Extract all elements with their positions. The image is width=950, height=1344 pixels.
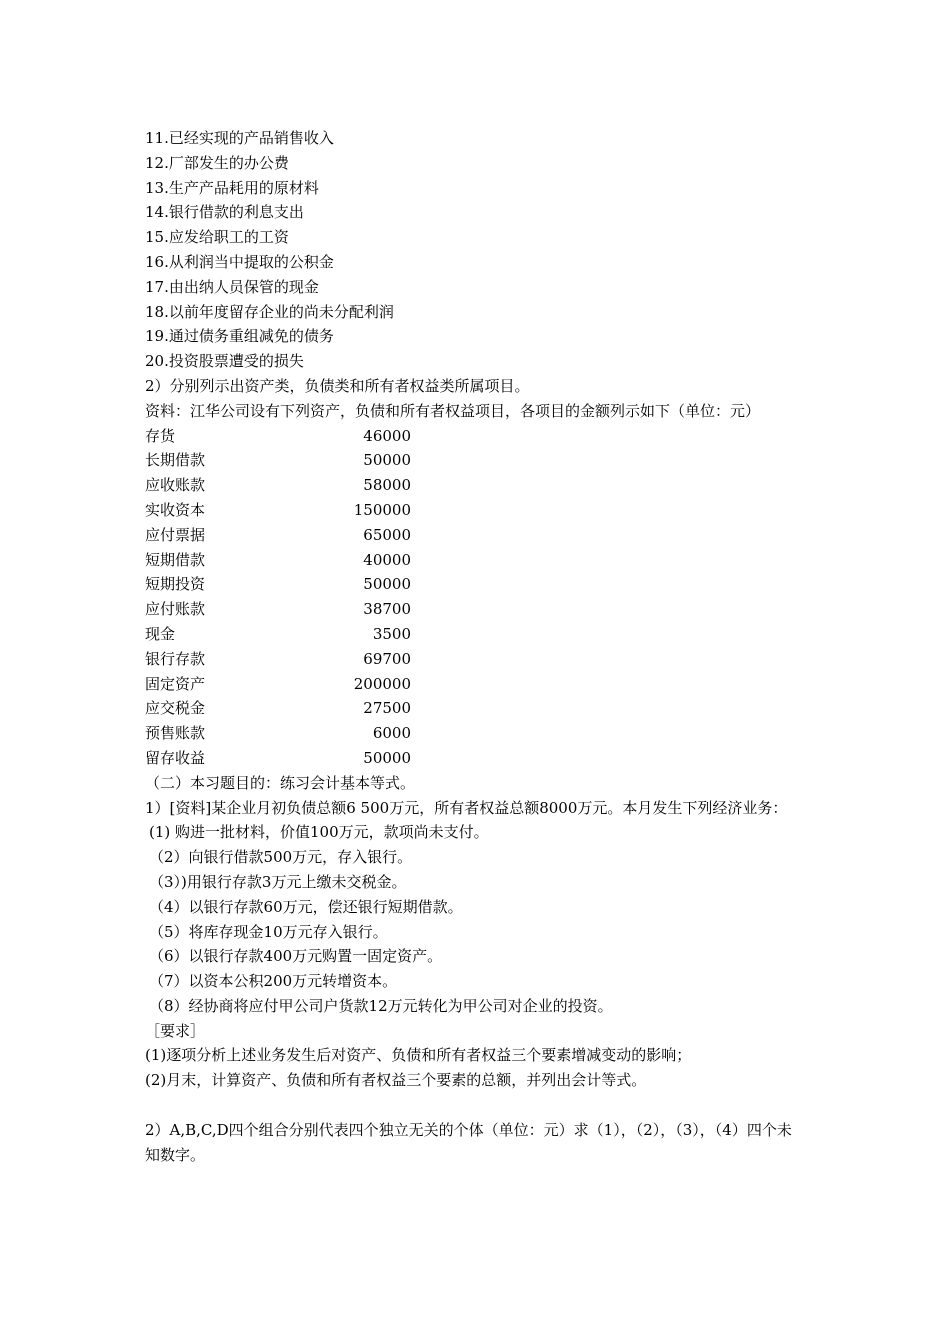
account-amount: 3500 — [372, 624, 411, 643]
account-name: 短期投资 — [145, 575, 206, 594]
account-row — [145, 622, 805, 647]
task2-title: 2）分别列示出资产类，负债类和所有者权益类所属项目。 — [145, 376, 530, 395]
account-name: 银行存款 — [145, 649, 206, 668]
account-amount: 200000 — [353, 674, 411, 693]
expense-item-list — [145, 126, 805, 374]
account-name: 应收账款 — [145, 476, 206, 495]
requirement-list — [145, 1043, 805, 1093]
list-item: 13.生产产品耗用的原材料 — [145, 178, 319, 197]
business-item: （8）经协商将应付甲公司户货款12万元转化为甲公司对企业的投资。 — [149, 996, 613, 1015]
list-item: 17.由出纳人员保管的现金 — [145, 277, 319, 296]
section2-title: （二）本习题目的：练习会计基本等式。 — [145, 773, 416, 792]
list-item: 20.投资股票遭受的损失 — [145, 352, 304, 371]
business-item-list — [145, 820, 805, 1018]
business-item: （2）向银行借款500万元，存入银行。 — [149, 848, 413, 867]
account-row — [145, 424, 805, 449]
account-name: 留存收益 — [145, 748, 206, 767]
business-item: (1) 购进一批材料，价值100万元，款项尚未支付。 — [149, 823, 489, 842]
account-amount: 65000 — [363, 525, 411, 544]
account-amount: 38700 — [363, 600, 411, 619]
account-name: 存货 — [145, 426, 176, 445]
account-amount: 27500 — [363, 699, 411, 718]
list-item: 12.厂部发生的办公费 — [145, 153, 289, 172]
document-body — [145, 126, 805, 1167]
account-row — [145, 597, 805, 622]
account-name: 现金 — [145, 624, 176, 643]
business-item: （5）将库存现金10万元存入银行。 — [149, 922, 388, 941]
task3-text: 2）A,B,C,D四个组合分别代表四个独立无关的个体（单位：元）求（1），（2），（3），（4）四个未知数字。 — [145, 1120, 792, 1164]
account-amount: 69700 — [363, 649, 411, 668]
account-name: 应付票据 — [145, 525, 206, 544]
account-row — [145, 721, 805, 746]
account-table — [145, 424, 805, 771]
account-amount: 40000 — [363, 550, 411, 569]
business-item: （4）以银行存款60万元，偿还银行短期借款。 — [149, 897, 463, 916]
requirement-item: (2)月末，计算资产、负债和所有者权益三个要素的总额，并列出会计等式。 — [145, 1071, 647, 1090]
list-item: 11.已经实现的产品销售收入 — [145, 129, 334, 147]
account-amount: 150000 — [353, 500, 411, 519]
account-name: 预售账款 — [145, 724, 206, 743]
account-name: 短期借款 — [145, 550, 206, 569]
account-amount: 6000 — [372, 724, 411, 743]
account-name: 固定资产 — [145, 674, 206, 693]
list-item: 15.应发给职工的工资 — [145, 228, 289, 247]
account-row — [145, 647, 805, 672]
account-name: 长期借款 — [145, 451, 206, 470]
account-name: 实收资本 — [145, 500, 206, 519]
section2-intro: 1）[资料]某企业月初负债总额6 500万元，所有者权益总额8000万元。本月发生下列经济业务： — [145, 798, 788, 817]
account-row — [145, 523, 805, 548]
list-item: 16.从利润当中提取的公积金 — [145, 252, 334, 271]
account-row — [145, 696, 805, 721]
list-item: 19.通过债务重组减免的债务 — [145, 327, 334, 346]
account-row — [145, 548, 805, 573]
business-item: （7）以资本公积200万元转增资本。 — [149, 972, 398, 991]
account-name: 应付账款 — [145, 600, 206, 619]
business-item: （6）以银行存款400万元购置一固定资产。 — [149, 947, 443, 966]
account-row — [145, 672, 805, 697]
account-amount: 46000 — [363, 426, 411, 445]
account-row — [145, 473, 805, 498]
requirement-label: ［要求］ — [145, 1021, 206, 1040]
blank-line — [145, 1093, 805, 1118]
list-item: 18.以前年度留存企业的尚未分配利润 — [145, 302, 394, 321]
business-item: （3）)用银行存款3万元上缴未交税金。 — [149, 872, 407, 891]
account-amount: 58000 — [363, 476, 411, 495]
account-row — [145, 498, 805, 523]
list-item: 14.银行借款的利息支出 — [145, 203, 304, 222]
account-amount: 50000 — [363, 575, 411, 594]
account-name: 应交税金 — [145, 699, 206, 718]
account-row — [145, 448, 805, 473]
account-amount: 50000 — [363, 748, 411, 767]
requirement-item: (1)逐项分析上述业务发生后对资产、负债和所有者权益三个要素增减变动的影响； — [145, 1046, 692, 1065]
material-intro: 资料：江华公司设有下列资产，负债和所有者权益项目，各项目的金额列示如下（单位：元） — [145, 401, 761, 420]
account-amount: 50000 — [363, 451, 411, 470]
account-row — [145, 746, 805, 771]
account-row — [145, 572, 805, 597]
